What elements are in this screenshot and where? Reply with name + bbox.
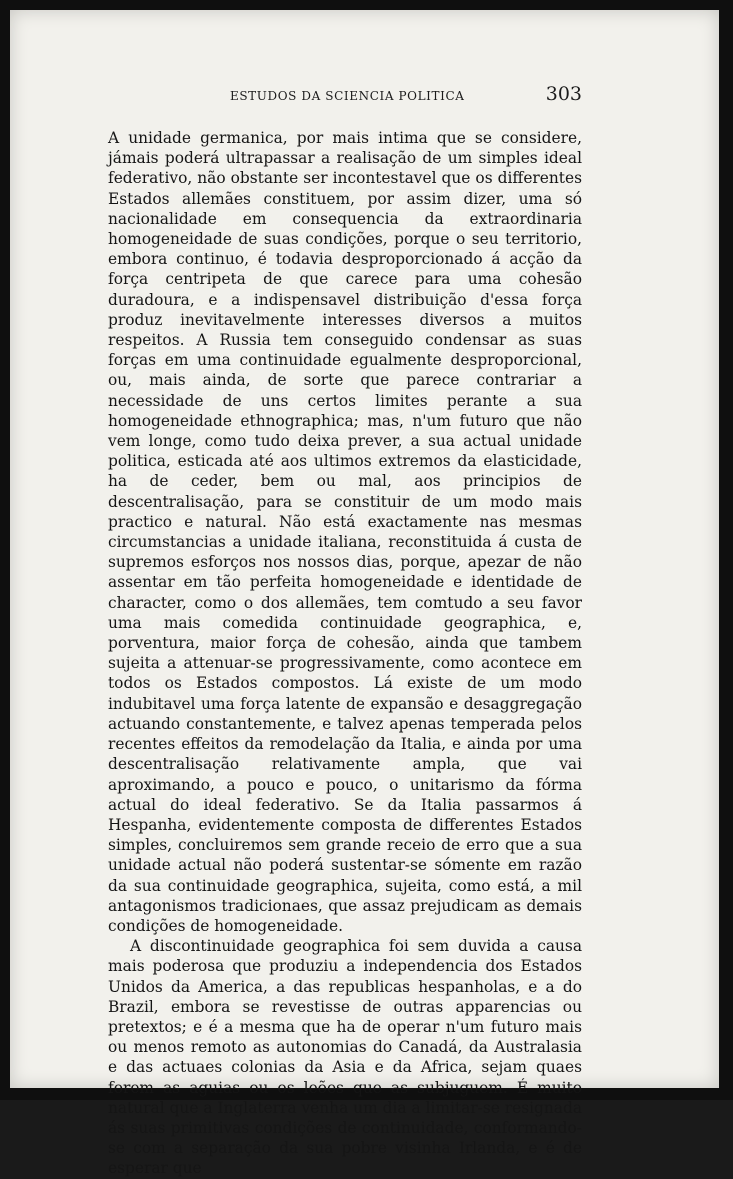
paragraph: A unidade germanica, por mais intima que se considere, jámais poderá ultrapassar a realisação de um simples ideal federativo, não obstante ser incontestavel que os differentes Estados allemães constituem, por assim dizer, uma só nacionalidade em consequencia da extraordinaria homogeneidade de suas condições, porque o seu territorio, embora continuo, é todavia desproporcionado á acção da força centripeta de que carece para uma cohesão duradoura, e a indispensavel distribuição d'essa força produz inevitavelmente interesses diversos a muitos respeitos. A Russia tem conseguido condensar as suas forças em uma continuidade egualmente desproporcional, ou, mais ainda, de sorte que parece contrariar a necessidade de uns certos limites perante a sua homogeneidade ethnographica; mas, n'um futuro que não vem longe, como tudo deixa prever, a sua actual unidade politica, esticada até aos ultimos extremos da elasticidade, ha de ceder, bem ou mal, aos principios de descentralisação, para se constituir de um modo mais practico e natural. Não está exactamente nas mesmas circumstancias a unidade italiana, reconstituida á custa de supremos esforços nos nossos dias, porque, apezar de não assentar em tão perfeita homogeneidade e identidade de character, como o dos allemães, tem comtudo a seu favor uma mais comedida continuidade geographica, e, porventura, maior força de cohesão, ainda que tambem sujeita a attenuar-se progressivamente, como acontece em todos os Estados compostos. Lá existe de um modo indubitavel uma força latente de expansão e desaggregação actuando constantemente, e talvez apenas temperada pelos recentes effeitos da remodelação da Italia, e ainda por uma descentralisação relativamente ampla, que vai aproximando, a pouco e pouco, o unitarismo da fórma actual do ideal federativo. Se da Italia passarmos á Hespanha, evidentemente composta de differentes Estados simples, concluiremos sem grande receio de erro que a sua unidade actual não poderá sustentar-se sómente em razão da sua continuidade geographica, sujeita, como está, a mil antagonismos tradicionaes, que assaz prejudicam as demais condições de homogeneidade. (108, 129, 582, 935)
paragraph: A discontinuidade geographica foi sem duvida a causa mais poderosa que produziu a independencia dos Estados Unidos da America, a das republicas hespanholas, e a do Brazil, embora se revestisse de outras apparencias ou pretextos; e é a mesma que ha de operar n'um futuro mais ou menos remoto as autonomias do Canadá, da Australasia e das actuaes colonias da Asia e da Africa, sejam quaes forem as aguias ou os leões que as subjuguem. É muito natural que a Inglaterra venha um dia a limitar-se resignada ás suas primitivas condições de continuidade, conformando-se com a separação da sua pobre visinha Irlanda, e é de esperar que (108, 937, 582, 1178)
page-header (100, 83, 582, 109)
body-text (108, 128, 582, 1179)
running-title: ESTUDOS DA SCIENCIA POLITICA (230, 89, 465, 103)
page-number: 303 (545, 83, 582, 105)
